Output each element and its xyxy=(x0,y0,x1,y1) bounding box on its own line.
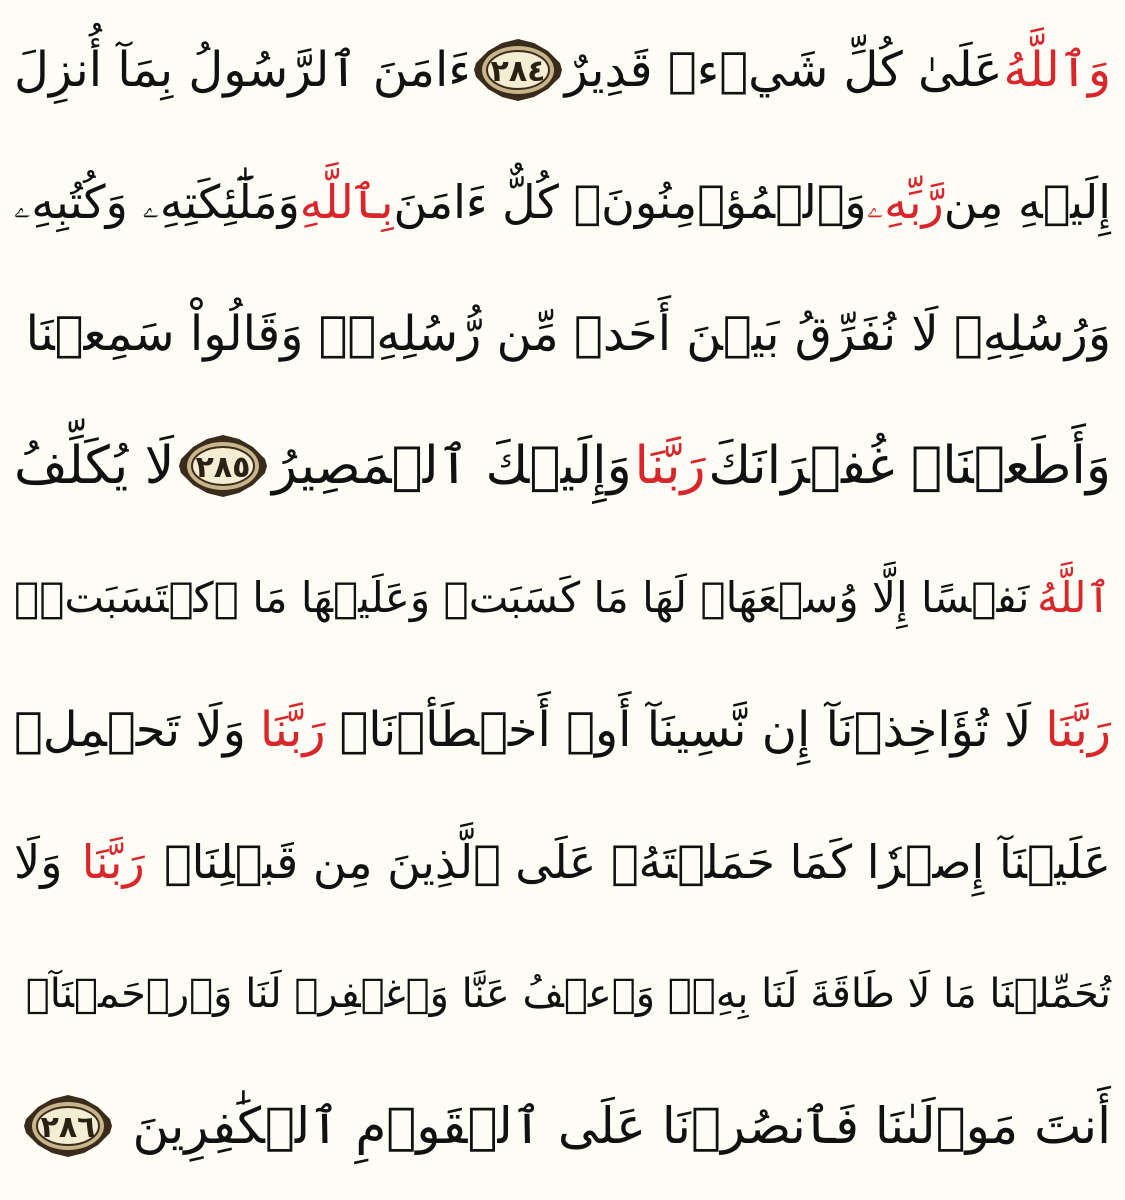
text-line xyxy=(14,670,1111,790)
verse-text: تُحَمِّلۡنَا مَا لَا طَاقَةَ لَنَا بِهِۦۖ وَٱعۡفُ عَنَّا وَٱغۡفِرۡ لَنَا وَٱرۡحَمۡنَآۚ xyxy=(25,971,1111,1017)
text-line xyxy=(14,406,1111,526)
verse-end-marker xyxy=(472,37,564,103)
highlighted-word: رَبَّنَا xyxy=(81,835,145,889)
text-line xyxy=(14,1066,1111,1186)
verse-text: وَإِلَيۡكَ ٱلۡمَصِيرُ xyxy=(271,436,632,496)
highlighted-word: وَٱللَّهُ xyxy=(1003,42,1111,98)
text-line xyxy=(14,10,1111,130)
text-line xyxy=(14,538,1111,658)
verse-text: وَأَطَعۡنَاۖ غُفۡرَانَكَ xyxy=(708,436,1111,496)
highlighted-word: رَبَّنَا xyxy=(259,702,326,758)
verse-text: وَرُسُلِهِۦ لَا نُفَرِّقُ بَيۡنَ أَحَدٖ مِّن رُّسُلِهِۦۚ وَقَالُواْ سَمِعۡنَا xyxy=(25,306,1111,362)
verse-text: إِلَيۡهِ مِن xyxy=(943,175,1111,229)
verse-end-marker xyxy=(22,1093,114,1159)
highlighted-word: رَبَّنَا xyxy=(1045,702,1111,758)
verse-text: عَلَيۡنَآ إِصۡرٗا كَمَا حَمَلۡتَهُۥ عَلَى ٱلَّذِينَ مِن قَبۡلِنَاۚ xyxy=(164,835,1111,889)
verse-text: ءَامَنَ ٱلرَّسُولُ بِمَآ أُنزِلَ xyxy=(14,42,471,98)
text-line xyxy=(14,274,1111,394)
highlighted-word: بِٱللَّهِ xyxy=(299,175,394,229)
verse-text: لَا تُؤَاخِذۡنَآ إِن نَّسِينَآ أَوۡ أَخۡطَأۡنَاۚ xyxy=(339,702,1032,758)
text-line xyxy=(14,802,1111,922)
text-line xyxy=(14,142,1111,262)
verse-text: أَنتَ مَوۡلَىٰنَا فَٱنصُرۡنَا عَلَى ٱلۡقَوۡمِ ٱلۡكَٰفِرِينَ xyxy=(132,1097,1111,1155)
verse-text: وَمَلَٰٓئِكَتِهِۦ وَكُتُبِهِۦ xyxy=(13,175,300,229)
verse-text: وَٱلۡمُؤۡمِنُونَۚ كُلٌّ ءَامَنَ xyxy=(393,175,867,229)
verse-text: لَا يُكَلِّفُ xyxy=(14,436,175,496)
verse-text: عَلَىٰ كُلِّ شَيۡءٖ قَدِيرٌ xyxy=(564,42,1003,98)
verse-text: وَلَا تَحۡمِلۡ xyxy=(14,702,246,758)
verse-text: نَفۡسًا إِلَّا وُسۡعَهَاۚ لَهَا مَا كَسَبَتۡ وَعَلَيۡهَا مَا ٱكۡتَسَبَتۡۗ xyxy=(14,573,1030,622)
verse-end-marker xyxy=(177,433,269,499)
verse-number: ٢٨٥ xyxy=(195,450,251,485)
highlighted-word: رَّبِّهِۦ xyxy=(866,175,944,229)
verse-number: ٢٨٦ xyxy=(40,1110,96,1145)
highlighted-word: ٱللَّهُ xyxy=(1037,573,1111,622)
verse-number: ٢٨٤ xyxy=(490,54,546,89)
text-line xyxy=(14,934,1111,1054)
verse-text: وَلَا xyxy=(14,835,63,889)
highlighted-word: رَبَّنَا xyxy=(634,436,706,496)
